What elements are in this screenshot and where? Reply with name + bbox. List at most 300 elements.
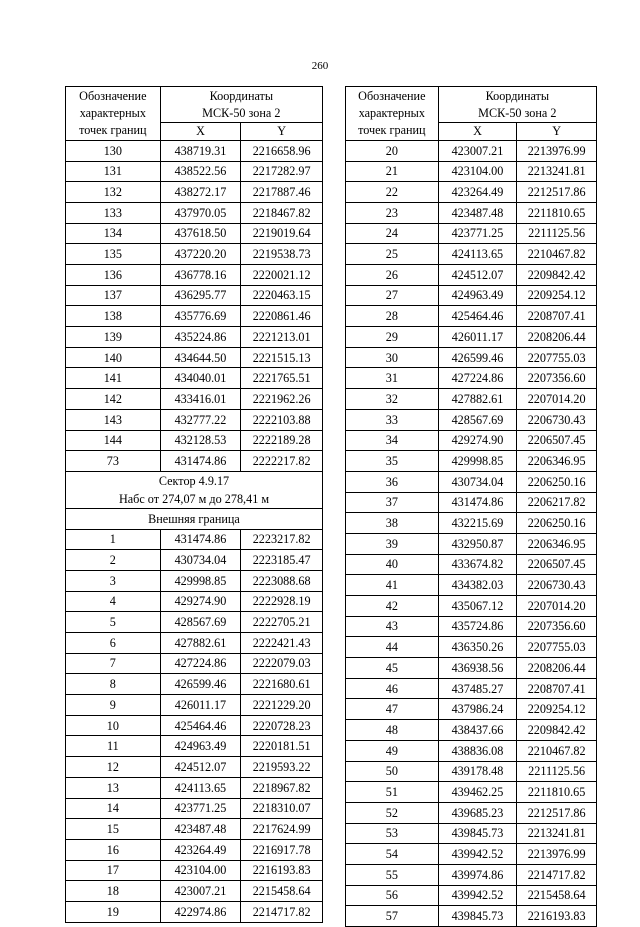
y-cell: 2220463.15 xyxy=(241,285,323,306)
table-row xyxy=(346,265,597,286)
point-id-cell: 20 xyxy=(346,140,439,161)
coords-title: Координаты xyxy=(438,87,596,105)
point-id-cell: 21 xyxy=(346,161,439,182)
point-id-cell: 136 xyxy=(66,265,161,286)
y-cell: 2222928.19 xyxy=(241,591,323,612)
y-cell: 2217887.46 xyxy=(241,182,323,203)
point-id-cell: 28 xyxy=(346,306,439,327)
y-cell: 2207356.60 xyxy=(517,616,597,637)
y-cell: 2212517.86 xyxy=(517,182,597,203)
y-cell: 2206507.45 xyxy=(517,430,597,451)
point-id-cell: 17 xyxy=(66,860,161,881)
y-cell: 2219593.22 xyxy=(241,757,323,778)
point-id-cell: 33 xyxy=(346,409,439,430)
point-id-cell: 24 xyxy=(346,223,439,244)
y-cell: 2221765.51 xyxy=(241,368,323,389)
point-id-cell: 40 xyxy=(346,554,439,575)
point-id-cell: 133 xyxy=(66,202,161,223)
x-cell: 439942.52 xyxy=(438,844,517,865)
y-cell: 2220861.46 xyxy=(241,306,323,327)
table-row xyxy=(66,612,323,633)
table-row xyxy=(66,736,323,757)
y-cell: 2207014.20 xyxy=(517,389,597,410)
x-cell: 437986.24 xyxy=(438,699,517,720)
point-id-cell: 16 xyxy=(66,839,161,860)
x-cell: 435724.86 xyxy=(438,616,517,637)
table-row xyxy=(346,782,597,803)
x-cell: 435776.69 xyxy=(160,306,241,327)
table-row xyxy=(66,244,323,265)
x-cell: 423264.49 xyxy=(438,182,517,203)
point-id-cell: 42 xyxy=(346,596,439,617)
x-cell: 438836.08 xyxy=(438,740,517,761)
y-cell: 2216917.78 xyxy=(241,839,323,860)
table-row xyxy=(346,451,597,472)
y-cell: 2221229.20 xyxy=(241,695,323,716)
table-row xyxy=(66,161,323,182)
y-cell: 2207755.03 xyxy=(517,637,597,658)
point-id-cell: 32 xyxy=(346,389,439,410)
y-cell: 2208206.44 xyxy=(517,327,597,348)
table-row xyxy=(346,554,597,575)
header-label-line: точек границ xyxy=(79,123,147,138)
x-cell: 429274.90 xyxy=(160,591,241,612)
table-row xyxy=(66,327,323,348)
point-id-cell: 4 xyxy=(66,591,161,612)
table-row xyxy=(66,140,323,161)
table-row xyxy=(66,839,323,860)
point-id-cell: 12 xyxy=(66,757,161,778)
x-cell: 426011.17 xyxy=(438,327,517,348)
table-row xyxy=(346,492,597,513)
y-cell: 2212517.86 xyxy=(517,802,597,823)
table-row xyxy=(346,699,597,720)
point-id-cell: 38 xyxy=(346,513,439,534)
table-row xyxy=(346,161,597,182)
y-cell: 2206250.16 xyxy=(517,471,597,492)
x-cell: 436778.16 xyxy=(160,265,241,286)
x-cell: 423487.48 xyxy=(438,202,517,223)
y-cell: 2221962.26 xyxy=(241,389,323,410)
x-cell: 427882.61 xyxy=(160,633,241,654)
y-cell: 2206346.95 xyxy=(517,451,597,472)
y-cell: 2218310.07 xyxy=(241,798,323,819)
x-cell: 424512.07 xyxy=(160,757,241,778)
point-id-cell: 57 xyxy=(346,906,439,927)
header-label-line: Обозначение xyxy=(79,88,147,103)
point-id-cell: 36 xyxy=(346,471,439,492)
point-id-cell: 26 xyxy=(346,265,439,286)
point-id-cell: 18 xyxy=(66,881,161,902)
x-cell: 433674.82 xyxy=(438,554,517,575)
x-cell: 435067.12 xyxy=(438,596,517,617)
point-id-cell: 15 xyxy=(66,819,161,840)
table-row xyxy=(66,715,323,736)
point-id-cell: 45 xyxy=(346,658,439,679)
point-id-cell: 135 xyxy=(66,244,161,265)
point-id-cell: 39 xyxy=(346,533,439,554)
y-cell: 2211125.56 xyxy=(517,223,597,244)
point-id-cell: 139 xyxy=(66,327,161,348)
sector-title: Сектор 4.9.17 xyxy=(66,471,323,490)
x-cell: 438719.31 xyxy=(160,140,241,161)
table-row xyxy=(66,451,323,472)
table-row xyxy=(346,244,597,265)
point-id-cell: 46 xyxy=(346,678,439,699)
x-cell: 424113.65 xyxy=(160,777,241,798)
table-row xyxy=(66,265,323,286)
point-id-cell: 44 xyxy=(346,637,439,658)
point-id-cell: 9 xyxy=(66,695,161,716)
table-row xyxy=(66,695,323,716)
table-row xyxy=(66,285,323,306)
x-cell: 431474.86 xyxy=(438,492,517,513)
x-cell: 423771.25 xyxy=(438,223,517,244)
header-label-line: характерных xyxy=(358,105,425,120)
table-row xyxy=(346,347,597,368)
table-row xyxy=(346,471,597,492)
x-cell: 429274.90 xyxy=(438,430,517,451)
table-row xyxy=(346,182,597,203)
table-row xyxy=(346,389,597,410)
point-id-cell: 2 xyxy=(66,550,161,571)
x-cell: 427224.86 xyxy=(160,653,241,674)
y-cell: 2221213.01 xyxy=(241,327,323,348)
y-cell: 2211125.56 xyxy=(517,761,597,782)
x-cell: 422974.86 xyxy=(160,901,241,922)
y-cell: 2217282.97 xyxy=(241,161,323,182)
x-cell: 436938.56 xyxy=(438,658,517,679)
table-row xyxy=(66,347,323,368)
x-cell: 428567.69 xyxy=(160,612,241,633)
table-row xyxy=(66,819,323,840)
y-cell: 2213976.99 xyxy=(517,140,597,161)
x-cell: 424963.49 xyxy=(160,736,241,757)
point-id-cell: 140 xyxy=(66,347,161,368)
table-row xyxy=(346,740,597,761)
point-id-cell: 137 xyxy=(66,285,161,306)
x-cell: 423487.48 xyxy=(160,819,241,840)
point-id-cell: 34 xyxy=(346,430,439,451)
x-cell: 436350.26 xyxy=(438,637,517,658)
table-row xyxy=(346,430,597,451)
y-cell: 2222189.28 xyxy=(241,430,323,451)
y-cell: 2210467.82 xyxy=(517,244,597,265)
y-cell: 2222103.88 xyxy=(241,409,323,430)
table-row xyxy=(346,658,597,679)
point-id-cell: 142 xyxy=(66,389,161,410)
y-cell: 2206507.45 xyxy=(517,554,597,575)
y-header: Y xyxy=(241,122,323,140)
point-id-cell: 144 xyxy=(66,430,161,451)
y-cell: 2219538.73 xyxy=(241,244,323,265)
point-id-cell: 35 xyxy=(346,451,439,472)
point-id-cell: 50 xyxy=(346,761,439,782)
table-row xyxy=(66,430,323,451)
x-cell: 439845.73 xyxy=(438,823,517,844)
table-row xyxy=(346,885,597,906)
coordinates-table-left xyxy=(65,86,323,923)
y-cell: 2216193.83 xyxy=(517,906,597,927)
table-row xyxy=(346,327,597,348)
table-row xyxy=(66,798,323,819)
y-cell: 2220021.12 xyxy=(241,265,323,286)
x-cell: 429998.85 xyxy=(160,570,241,591)
y-cell: 2206346.95 xyxy=(517,533,597,554)
table-row xyxy=(66,881,323,902)
y-cell: 2211810.65 xyxy=(517,202,597,223)
point-id-cell: 23 xyxy=(346,202,439,223)
point-id-cell: 25 xyxy=(346,244,439,265)
x-cell: 437220.20 xyxy=(160,244,241,265)
y-cell: 2207014.20 xyxy=(517,596,597,617)
point-id-cell: 43 xyxy=(346,616,439,637)
point-id-cell: 48 xyxy=(346,720,439,741)
table-row xyxy=(346,864,597,885)
point-id-cell: 141 xyxy=(66,368,161,389)
table-row xyxy=(346,513,597,534)
x-cell: 439845.73 xyxy=(438,906,517,927)
table-row xyxy=(66,368,323,389)
y-cell: 2213241.81 xyxy=(517,161,597,182)
table-row xyxy=(66,306,323,327)
x-cell: 431474.86 xyxy=(160,451,241,472)
x-cell: 430734.04 xyxy=(438,471,517,492)
table-row xyxy=(66,570,323,591)
table-row xyxy=(66,529,323,550)
x-cell: 438272.17 xyxy=(160,182,241,203)
point-id-cell: 19 xyxy=(66,901,161,922)
x-cell: 439178.48 xyxy=(438,761,517,782)
boundary-title: Внешняя граница xyxy=(66,508,323,529)
table-row xyxy=(346,616,597,637)
x-cell: 433416.01 xyxy=(160,389,241,410)
x-cell: 437970.05 xyxy=(160,202,241,223)
y-cell: 2214717.82 xyxy=(241,901,323,922)
y-cell: 2210467.82 xyxy=(517,740,597,761)
point-id-cell: 29 xyxy=(346,327,439,348)
x-cell: 439685.23 xyxy=(438,802,517,823)
y-cell: 2206730.43 xyxy=(517,409,597,430)
point-label-header xyxy=(66,87,161,141)
table-row xyxy=(66,674,323,695)
x-cell: 424113.65 xyxy=(438,244,517,265)
x-cell: 426599.46 xyxy=(438,347,517,368)
table-row xyxy=(66,757,323,778)
x-cell: 423264.49 xyxy=(160,839,241,860)
point-id-cell: 53 xyxy=(346,823,439,844)
table-row xyxy=(346,678,597,699)
table-row xyxy=(346,285,597,306)
point-id-cell: 143 xyxy=(66,409,161,430)
table-row xyxy=(346,802,597,823)
point-id-cell: 138 xyxy=(66,306,161,327)
x-cell: 431474.86 xyxy=(160,529,241,550)
point-id-cell: 22 xyxy=(346,182,439,203)
x-cell: 426599.46 xyxy=(160,674,241,695)
point-id-cell: 37 xyxy=(346,492,439,513)
table-row xyxy=(346,761,597,782)
point-id-cell: 1 xyxy=(66,529,161,550)
y-cell: 2217624.99 xyxy=(241,819,323,840)
x-cell: 437618.50 xyxy=(160,223,241,244)
y-cell: 2208707.41 xyxy=(517,306,597,327)
y-cell: 2218467.82 xyxy=(241,202,323,223)
y-cell: 2222705.21 xyxy=(241,612,323,633)
point-id-cell: 5 xyxy=(66,612,161,633)
table-row xyxy=(66,633,323,654)
x-cell: 424512.07 xyxy=(438,265,517,286)
point-id-cell: 3 xyxy=(66,570,161,591)
x-cell: 423104.00 xyxy=(438,161,517,182)
y-cell: 2216193.83 xyxy=(241,860,323,881)
point-id-cell: 47 xyxy=(346,699,439,720)
header-label-line: точек границ xyxy=(358,123,426,138)
x-cell: 432215.69 xyxy=(438,513,517,534)
x-cell: 435224.86 xyxy=(160,327,241,348)
table-row xyxy=(66,591,323,612)
table-row xyxy=(66,901,323,922)
y-header: Y xyxy=(517,122,597,140)
y-cell: 2206217.82 xyxy=(517,492,597,513)
y-cell: 2220181.51 xyxy=(241,736,323,757)
y-cell: 2208707.41 xyxy=(517,678,597,699)
y-cell: 2207356.60 xyxy=(517,368,597,389)
point-id-cell: 8 xyxy=(66,674,161,695)
y-cell: 2209254.12 xyxy=(517,285,597,306)
x-cell: 423104.00 xyxy=(160,860,241,881)
point-id-cell: 51 xyxy=(346,782,439,803)
point-id-cell: 10 xyxy=(66,715,161,736)
point-id-cell: 55 xyxy=(346,864,439,885)
x-cell: 436295.77 xyxy=(160,285,241,306)
coordinates-table-right xyxy=(345,86,597,927)
x-header: X xyxy=(160,122,241,140)
table-row xyxy=(346,140,597,161)
x-cell: 424963.49 xyxy=(438,285,517,306)
y-cell: 2206730.43 xyxy=(517,575,597,596)
y-cell: 2206250.16 xyxy=(517,513,597,534)
table-row xyxy=(346,906,597,927)
table-row xyxy=(346,844,597,865)
y-cell: 2211810.65 xyxy=(517,782,597,803)
table-row xyxy=(346,409,597,430)
point-id-cell: 134 xyxy=(66,223,161,244)
table-row xyxy=(66,223,323,244)
page-number: 260 xyxy=(311,60,329,72)
y-cell: 2208206.44 xyxy=(517,658,597,679)
point-id-cell: 27 xyxy=(346,285,439,306)
table-row xyxy=(346,533,597,554)
x-cell: 439462.25 xyxy=(438,782,517,803)
x-cell: 432950.87 xyxy=(438,533,517,554)
y-cell: 2221680.61 xyxy=(241,674,323,695)
y-cell: 2218967.82 xyxy=(241,777,323,798)
y-cell: 2220728.23 xyxy=(241,715,323,736)
y-cell: 2209254.12 xyxy=(517,699,597,720)
x-cell: 434040.01 xyxy=(160,368,241,389)
x-cell: 423007.21 xyxy=(160,881,241,902)
point-id-cell: 30 xyxy=(346,347,439,368)
point-id-cell: 132 xyxy=(66,182,161,203)
table-row xyxy=(346,306,597,327)
x-cell: 439974.86 xyxy=(438,864,517,885)
header-label-line: характерных xyxy=(79,105,146,120)
table-row xyxy=(66,182,323,203)
y-cell: 2213241.81 xyxy=(517,823,597,844)
point-label-header xyxy=(346,87,439,141)
table-row xyxy=(346,223,597,244)
x-cell: 434382.03 xyxy=(438,575,517,596)
coords-system: МСК-50 зона 2 xyxy=(438,104,596,122)
x-header: X xyxy=(438,122,517,140)
x-cell: 425464.46 xyxy=(160,715,241,736)
x-cell: 428567.69 xyxy=(438,409,517,430)
table-row xyxy=(346,575,597,596)
y-cell: 2223217.82 xyxy=(241,529,323,550)
table-row xyxy=(346,720,597,741)
point-id-cell: 56 xyxy=(346,885,439,906)
y-cell: 2222217.82 xyxy=(241,451,323,472)
table-row xyxy=(66,409,323,430)
y-cell: 2209842.42 xyxy=(517,720,597,741)
point-id-cell: 54 xyxy=(346,844,439,865)
y-cell: 2213976.99 xyxy=(517,844,597,865)
point-id-cell: 130 xyxy=(66,140,161,161)
table-row xyxy=(346,823,597,844)
point-id-cell: 13 xyxy=(66,777,161,798)
header-label-line: Обозначение xyxy=(358,88,426,103)
x-cell: 423007.21 xyxy=(438,140,517,161)
x-cell: 438437.66 xyxy=(438,720,517,741)
table-row xyxy=(66,653,323,674)
table-row xyxy=(66,860,323,881)
point-id-cell: 49 xyxy=(346,740,439,761)
coords-system: МСК-50 зона 2 xyxy=(160,104,322,122)
x-cell: 434644.50 xyxy=(160,347,241,368)
y-cell: 2207755.03 xyxy=(517,347,597,368)
point-id-cell: 31 xyxy=(346,368,439,389)
y-cell: 2223088.68 xyxy=(241,570,323,591)
y-cell: 2221515.13 xyxy=(241,347,323,368)
table-row xyxy=(66,777,323,798)
point-id-cell: 41 xyxy=(346,575,439,596)
point-id-cell: 131 xyxy=(66,161,161,182)
y-cell: 2223185.47 xyxy=(241,550,323,571)
point-id-cell: 7 xyxy=(66,653,161,674)
point-id-cell: 73 xyxy=(66,451,161,472)
y-cell: 2215458.64 xyxy=(241,881,323,902)
y-cell: 2209842.42 xyxy=(517,265,597,286)
table-row xyxy=(66,550,323,571)
point-id-cell: 14 xyxy=(66,798,161,819)
table-row xyxy=(66,389,323,410)
x-cell: 427224.86 xyxy=(438,368,517,389)
x-cell: 425464.46 xyxy=(438,306,517,327)
coords-title: Координаты xyxy=(160,87,322,105)
table-row xyxy=(346,596,597,617)
x-cell: 432128.53 xyxy=(160,430,241,451)
y-cell: 2219019.64 xyxy=(241,223,323,244)
x-cell: 437485.27 xyxy=(438,678,517,699)
table-row xyxy=(346,637,597,658)
x-cell: 438522.56 xyxy=(160,161,241,182)
x-cell: 430734.04 xyxy=(160,550,241,571)
table-row xyxy=(346,202,597,223)
sector-height: Набс от 274,07 м до 278,41 м xyxy=(66,490,323,509)
y-cell: 2222079.03 xyxy=(241,653,323,674)
point-id-cell: 52 xyxy=(346,802,439,823)
